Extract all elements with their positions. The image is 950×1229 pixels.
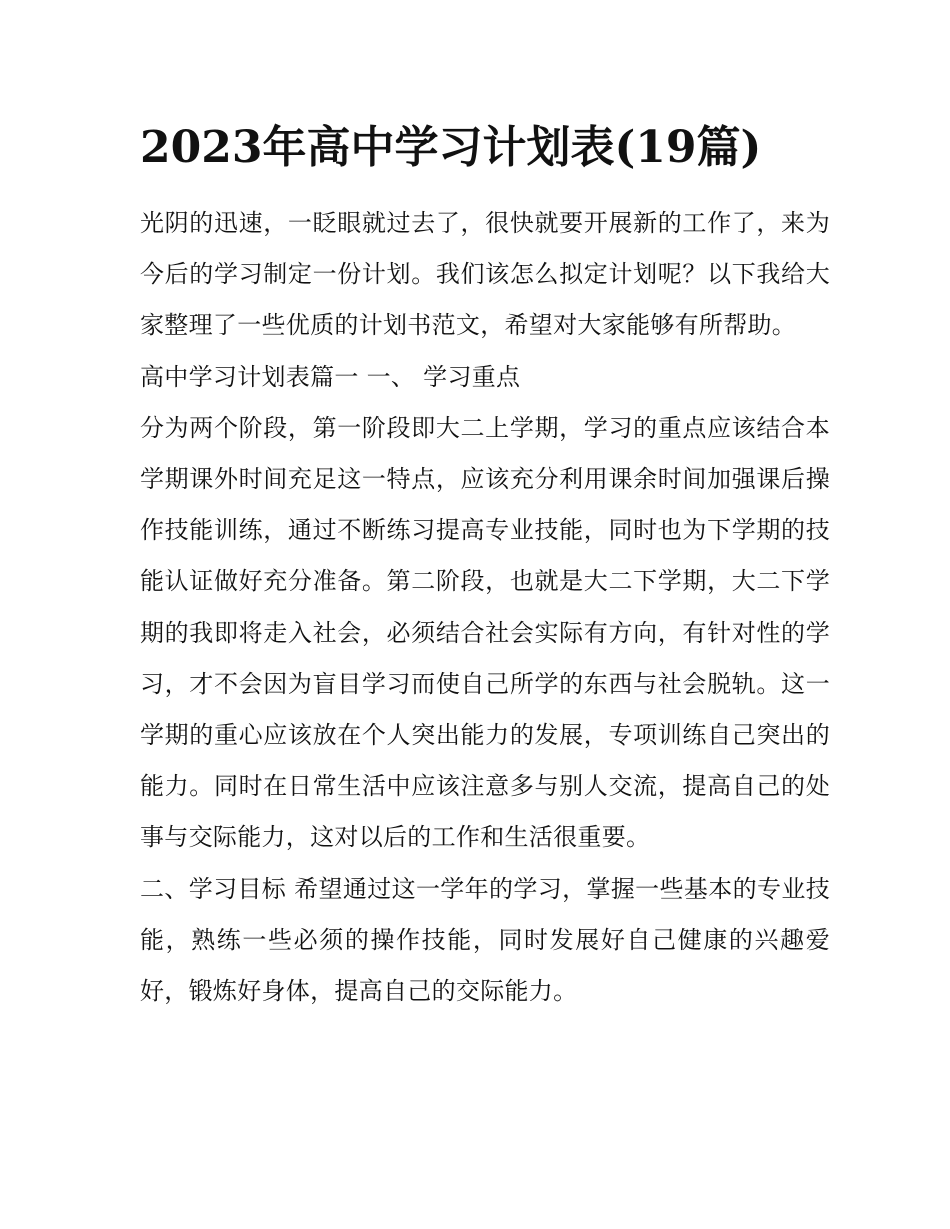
study-goal-paragraph: 二、学习目标 希望通过这一学年的学习，掌握一些基本的专业技能，熟练一些必须的操作技能，同时发展好自己健康的兴趣爱好，锻炼好身体，提高自己的交际能力。 bbox=[140, 874, 830, 1006]
study-focus-paragraph: 分为两个阶段，第一阶段即大二上学期，学习的重点应该结合本学期课外时间充足这一特点，应该充分利用课余时间加强课后操作技能训练，通过不断练习提高专业技能，同时也为下学期的技能认证做好充分准备。第二阶段，也就是大二下学期，大二下学期的我即将走入社会，必须结合社会实际有方向，有针对性的学习，才不会因为盲目学习而使自己所学的东西与社会脱轨。这一学期的重心应该放在个人突出能力的发展，专项训练自己突出的能力。同时在日常生活中应该注意多与别人交流，提高自己的处事与交际能力，这对以后的工作和生活很重要。 bbox=[140, 413, 830, 852]
document-title: 2023年高中学习计划表(19篇) bbox=[140, 122, 762, 173]
intro-paragraph: 光阴的迅速，一眨眼就过去了，很快就要开展新的工作了，来为今后的学习制定一份计划。我们该怎么拟定计划呢？以下我给大家整理了一些优质的计划书范文，希望对大家能够有所帮助。 bbox=[140, 209, 830, 340]
section-heading-1: 高中学习计划表篇一 一、 学习重点 bbox=[140, 362, 521, 391]
document-body bbox=[140, 198, 830, 1017]
